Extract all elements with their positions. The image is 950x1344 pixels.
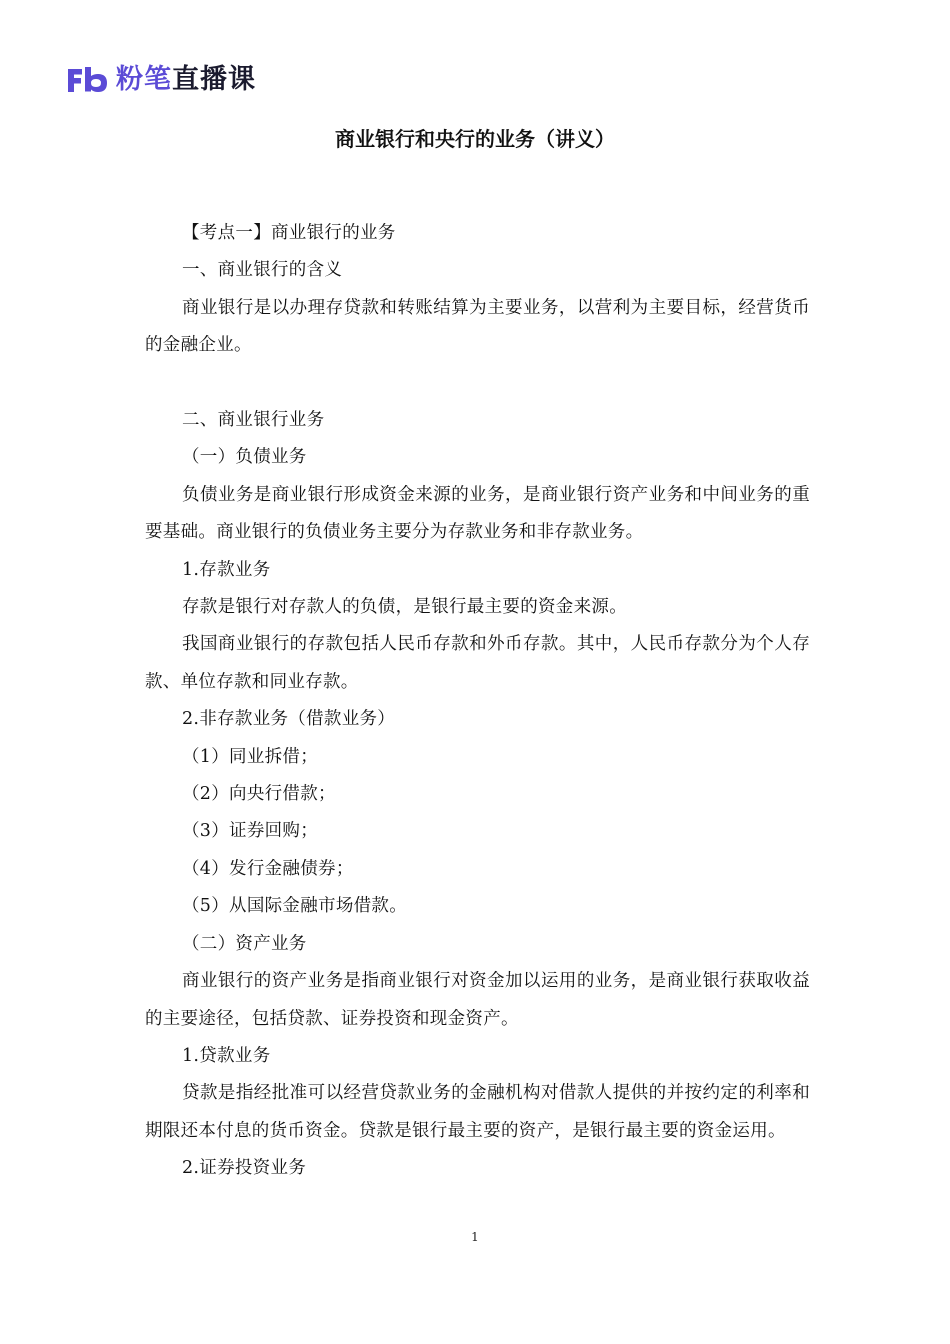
list-item: （1）同业拆借； — [182, 746, 319, 767]
paragraph: 二、商业银行业务 — [182, 410, 325, 431]
document-body — [145, 215, 810, 1188]
page-number: 1 — [471, 1230, 479, 1244]
paragraph: 1.贷款业务 — [182, 1045, 271, 1066]
logo-text — [116, 62, 256, 98]
paragraph: 我国商业银行的存款包括人民币存款和外币存款。其中，人民币存款分为个人存款、单位存款和同业存款。 — [145, 634, 810, 692]
paragraph: 商业银行是以办理存贷款和转账结算为主要业务，以营利为主要目标，经营货币的金融企业。 — [145, 297, 810, 356]
list-item: （5）从国际金融市场借款。 — [182, 896, 408, 917]
paragraph: 商业银行的资产业务是指商业银行对资金加以运用的业务，是商业银行获取收益的主要途径，包括贷款、证券投资和现金资产。 — [145, 971, 810, 1029]
paragraph: （一）负债业务 — [182, 447, 307, 468]
logo-suffix: 直播课 — [172, 64, 256, 95]
paragraph: 【考点一】商业银行的业务 — [182, 223, 396, 243]
paragraph: 1.存款业务 — [182, 559, 271, 580]
list-item: （2）向央行借款； — [182, 784, 336, 805]
page-title: 商业银行和央行的业务（讲义） — [335, 127, 615, 151]
paragraph: 负债业务是商业银行形成资金来源的业务，是商业银行资产业务和中间业务的重要基础。商业银行的负债业务主要分为存款业务和非存款业务。 — [145, 484, 810, 543]
paragraph: 2.证券投资业务 — [182, 1158, 307, 1179]
paragraph: 存款是银行对存款人的负债，是银行最主要的资金来源。 — [182, 597, 627, 618]
paragraph: （二）资产业务 — [182, 933, 307, 954]
blank-line — [145, 365, 810, 402]
logo-brand: 粉笔 — [116, 64, 172, 95]
paragraph: 2.非存款业务（借款业务） — [182, 709, 396, 730]
paragraph: 贷款是指经批准可以经营贷款业务的金融机构对借款人提供的并按约定的利率和期限还本付息的货币资金。贷款是银行最主要的资产，是银行最主要的资金运用。 — [145, 1083, 810, 1141]
paragraph: 一、商业银行的含义 — [182, 260, 343, 281]
list-item: （3）证券回购； — [182, 821, 319, 842]
fenbi-logo-icon — [66, 65, 110, 95]
logo — [66, 62, 256, 98]
list-item: （4）发行金融债券； — [182, 858, 354, 879]
